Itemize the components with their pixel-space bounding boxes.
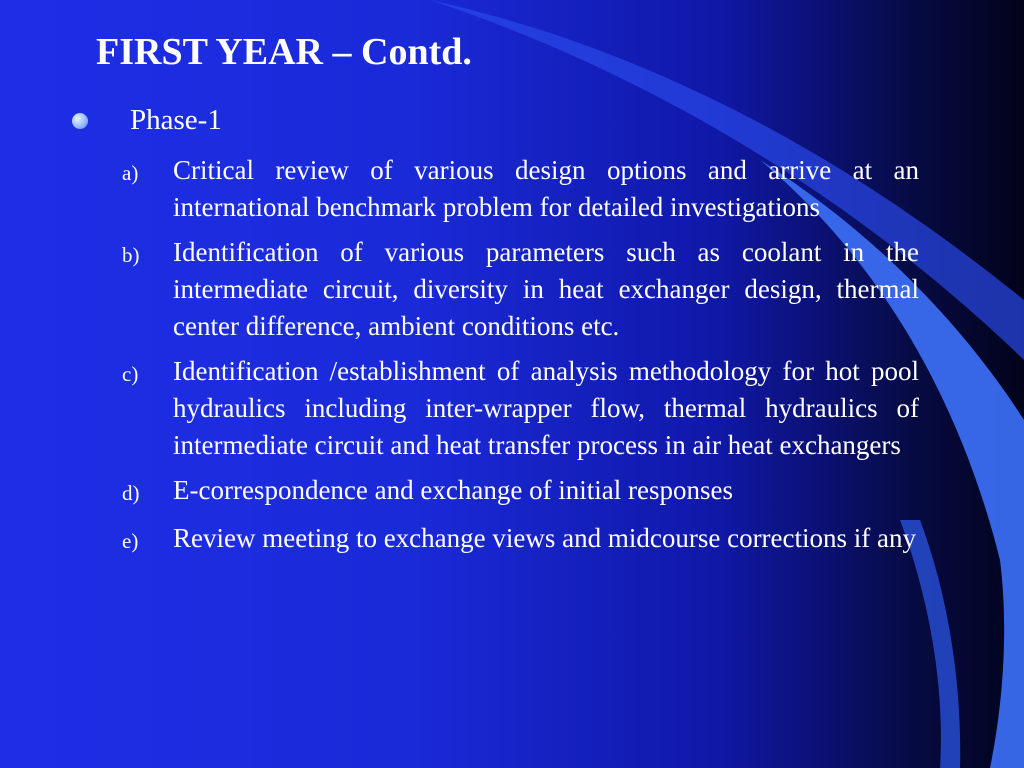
list-item-text: Identification /establishment of analysis methodology for hot pool hydraulics including inter-wrapper flow, thermal hydraulics of intermediate circuit and heat transfer process in air heat exchangers bbox=[173, 356, 919, 460]
list-marker: b) bbox=[122, 243, 140, 267]
phase-label: Phase-1 bbox=[130, 104, 222, 136]
list-item-e bbox=[122, 520, 922, 560]
slide-title: FIRST YEAR – Contd. bbox=[96, 31, 472, 73]
list-item-text: E-correspondence and exchange of initial responses bbox=[173, 475, 734, 505]
phase-bullet bbox=[72, 104, 222, 137]
bullet-dot-icon bbox=[72, 113, 88, 129]
list-item-text: Review meeting to exchange views and midcourse corrections if any bbox=[173, 523, 917, 553]
phase-items-list bbox=[122, 152, 922, 568]
list-marker: d) bbox=[122, 481, 140, 505]
list-item-c bbox=[122, 353, 922, 464]
list-item-text: Identification of various parameters such as coolant in the intermediate circuit, diversity in heat exchanger design, thermal center difference, ambient conditions etc. bbox=[173, 237, 919, 341]
list-marker: a) bbox=[122, 161, 139, 185]
list-item-text: Critical review of various design options and arrive at an international benchmark problem for detailed investigations bbox=[173, 155, 919, 222]
list-item-b bbox=[122, 234, 922, 345]
list-item-d bbox=[122, 472, 922, 512]
list-item-a bbox=[122, 152, 922, 226]
list-marker: e) bbox=[122, 529, 139, 553]
list-marker: c) bbox=[122, 362, 139, 386]
